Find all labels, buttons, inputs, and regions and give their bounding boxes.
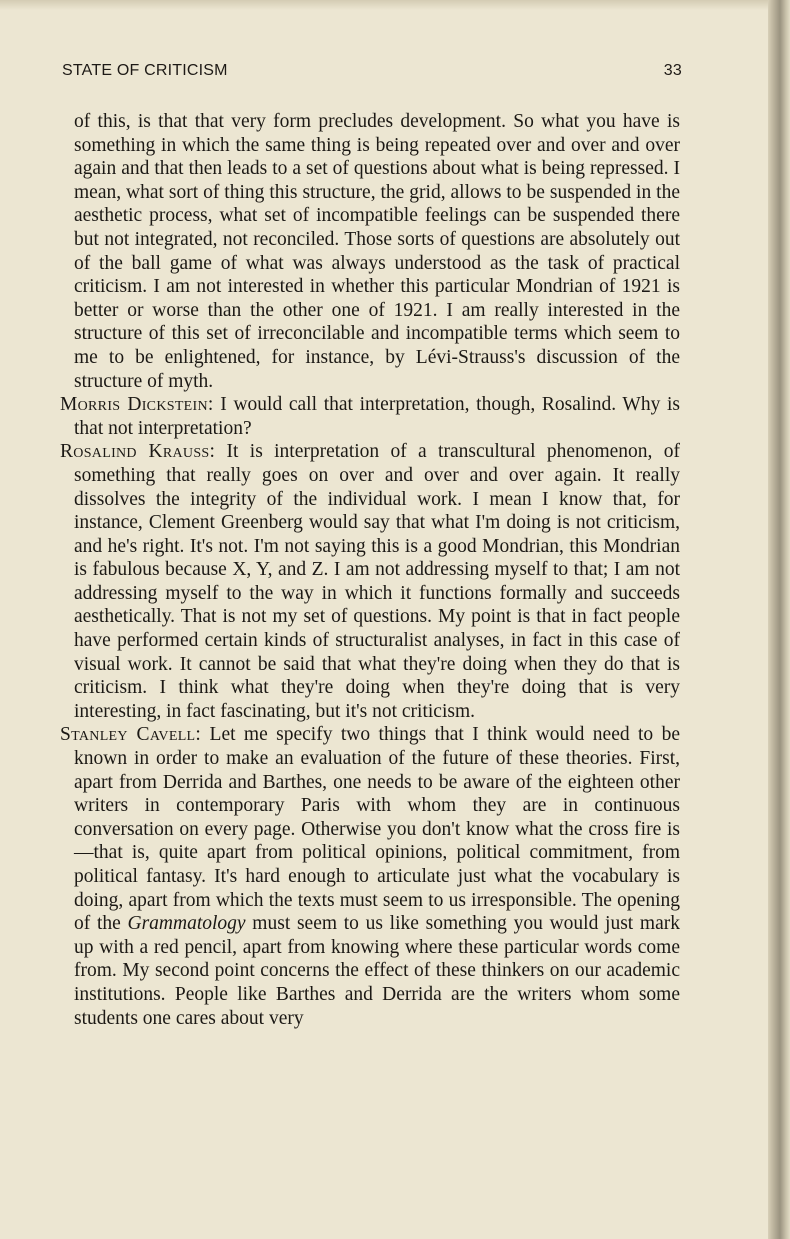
running-head: STATE OF CRITICISM [62,62,228,79]
speech-text: Let me specify two things that I think would need to be known in order to make an evaluation of the future of these theories. First, apart from Derrida and Barthes, one needs to be aware of the eighteen other writers in contemporary Paris with whom they are in continuous conversation on every page. Otherwise you don't know what the cross fire is—that is, quite apart from political opinions, political commitment, from political fantasy. It's hard enough to articulate just what the vocabulary is doing, apart from which the texts must seem to us irresponsible. The opening of the [74,724,680,935]
speech-text: It is interpretation of a transcultural phenomenon, of something that really goes on over and over and over again. It really dissolves the integrity of the individual work. I mean I know that, for instance, Clement Greenberg would say that what I'm doing is not criticism, and he's right. It's not. I'm not saying this is a good Mondrian, this Mondrian is fabulous because X, Y, and Z. I am not addressing myself to that; I am not addressing myself to the way in which it functions formally and succeeds aesthetically. That is not my set of questions. My point is that in fact people have performed certain kinds of structuralist analyses, in fact in this case of visual work. It cannot be said that what they're doing when they do that is criticism. I think what they're doing when they're doing that is very interesting, in fact fascinating, but it's not criticism. [74,441,680,722]
speech-dickstein [60,393,680,440]
continued-paragraph: of this, is that that very form precludes development. So what you have is something in which the same thing is being repeated over and over and over again and that then leads to a set of questions about what is being repressed. I mean, what sort of thing this structure, the grid, allows to be suspended in the aesthetic process, what set of incompatible feelings can be suspended there but not integrated, not reconciled. Those sorts of questions are absolutely out of the ball game of what was always understood as the task of practical criticism. I am not interested in whether this particular Mondrian of 1921 is better or worse than the other one of 1921. I am really interested in the structure of this set of irreconcilable and incompatible terms which seem to me to be enlightened, for instance, by Lévi-Strauss's discussion of the structure of myth. [74,111,680,392]
body-text [60,110,680,1030]
speech-text: I would call that interpretation, though, Rosalind. Why is that not interpretation? [74,394,681,439]
book-spine-edge [768,0,790,1239]
page-header [62,62,682,86]
speaker-name: Morris Dickstein: [60,394,214,416]
page-top-shadow [0,0,790,10]
speaker-name: Stanley Cavell: [60,724,202,746]
book-title: Grammatology [127,913,246,935]
speech-cavell [60,723,680,1030]
speech-text: must seem to us like something you would just mark up with a red pencil, apart from knowing where these particular words come from. My second point concerns the effect of these thinkers on our academic institutions. People like Barthes and Derrida are the writers whom some students one cares about very [74,913,680,1029]
speaker-name: Rosalind Krauss: [60,441,216,463]
page-number: 33 [663,62,682,79]
speech-krauss [60,440,680,723]
